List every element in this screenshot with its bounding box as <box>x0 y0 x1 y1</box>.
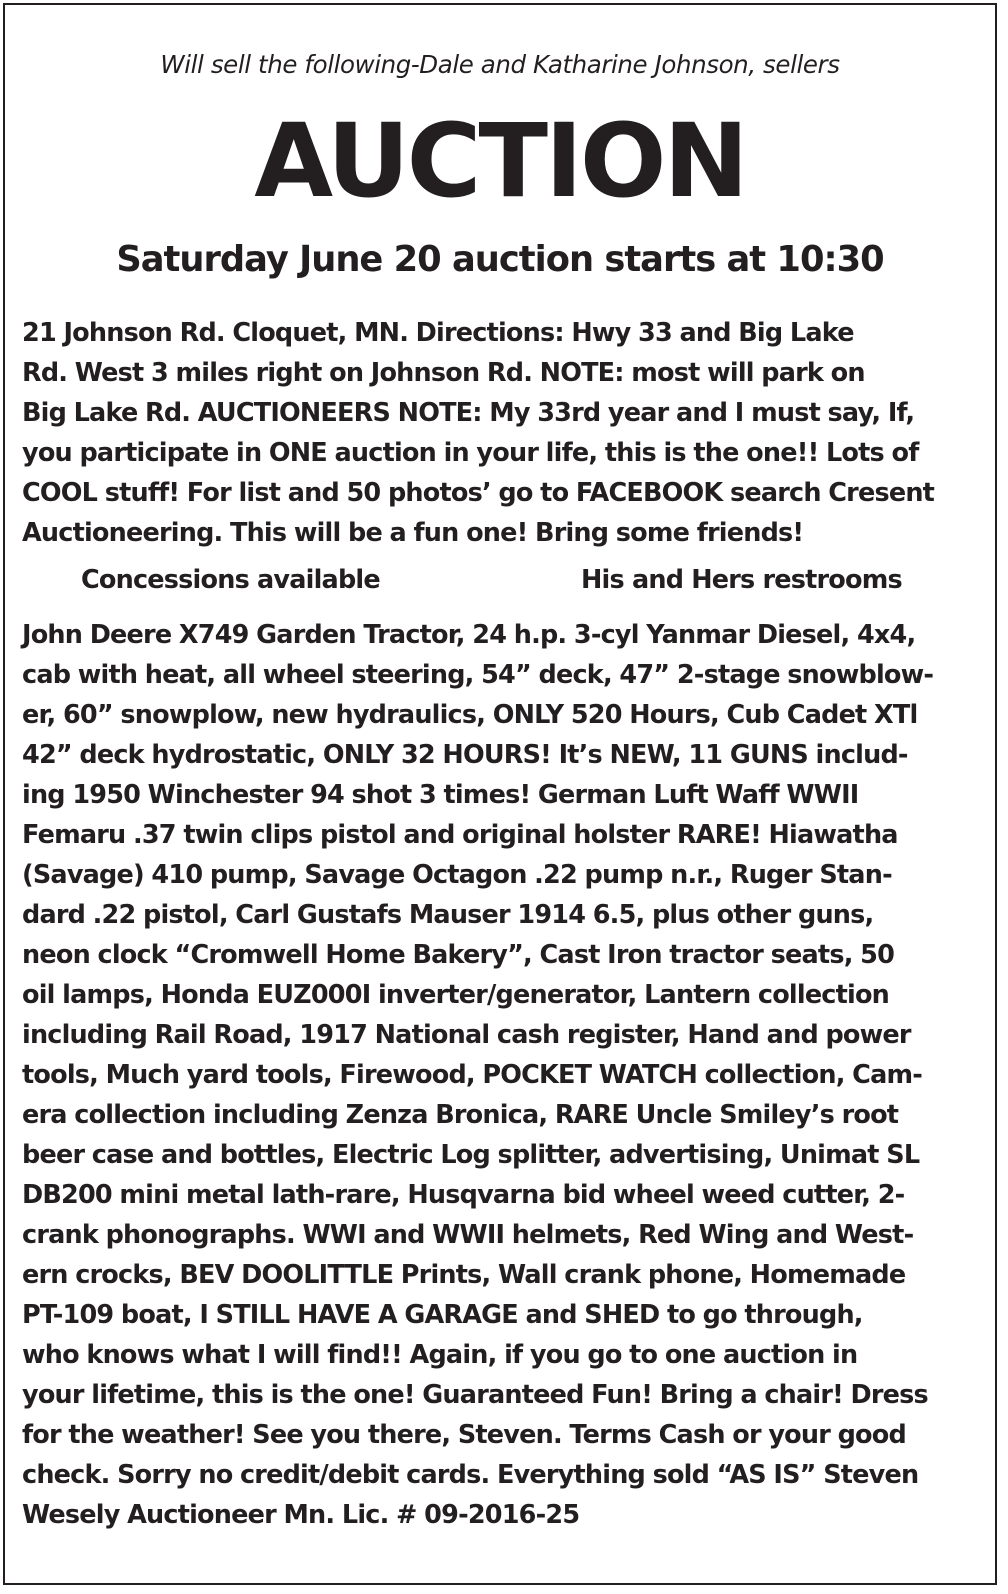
items-line: Femaru .37 twin clips pistol and original holster RARE! Hiawatha <box>22 820 898 850</box>
items-line: oil lamps, Honda EUZ000I inverter/generator, Lantern collection <box>22 980 890 1010</box>
items-line: John Deere X749 Garden Tractor, 24 h.p. 3-cyl Yanmar Diesel, 4x4, <box>22 620 916 650</box>
items-line: tools, Much yard tools, Firewood, POCKET WATCH collection, Cam- <box>22 1060 923 1090</box>
auction-ad <box>3 3 997 1585</box>
directions-line: COOL stuff! For list and 50 photos’ go to FACEBOOK search Cresent <box>22 478 935 508</box>
items-line: including Rail Road, 1917 National cash register, Hand and power <box>22 1020 911 1050</box>
amenities-row <box>5 560 995 600</box>
items-line: ing 1950 Winchester 94 shot 3 times! German Luft Waff WWII <box>22 780 859 810</box>
items-line: crank phonographs. WWI and WWII helmets, Red Wing and West- <box>22 1220 914 1250</box>
items-line: DB200 mini metal lath-rare, Husqvarna bid wheel weed cutter, 2- <box>22 1180 905 1210</box>
auction-date: Saturday June 20 auction starts at 10:30 <box>116 239 884 280</box>
items-line: cab with heat, all wheel steering, 54” deck, 47” 2-stage snowblow- <box>22 660 934 690</box>
directions-paragraph <box>22 313 987 553</box>
items-line: 42” deck hydrostatic, ONLY 32 HOURS! It’s NEW, 11 GUNS includ- <box>22 740 908 770</box>
items-line: PT-109 boat, I STILL HAVE A GARAGE and SHED to go through, <box>22 1300 863 1330</box>
items-line: neon clock “Cromwell Home Bakery”, Cast Iron tractor seats, 50 <box>22 940 895 970</box>
items-line: beer case and bottles, Electric Log splitter, advertising, Unimat SL <box>22 1140 920 1170</box>
concessions-note: Concessions available <box>81 565 380 595</box>
items-line: dard .22 pistol, Carl Gustafs Mauser 1914 6.5, plus other guns, <box>22 900 874 930</box>
directions-line: Big Lake Rd. AUCTIONEERS NOTE: My 33rd year and I must say, If, <box>22 398 915 428</box>
items-line: ern crocks, BEV DOOLITTLE Prints, Wall crank phone, Homemade <box>22 1260 906 1290</box>
ad-title: AUCTION <box>254 102 746 221</box>
directions-line: you participate in ONE auction in your life, this is the one!! Lots of <box>22 438 919 468</box>
items-line: Wesely Auctioneer Mn. Lic. # 09-2016-25 <box>22 1500 580 1530</box>
items-line: your lifetime, this is the one! Guaranteed Fun! Bring a chair! Dress <box>22 1380 928 1410</box>
items-paragraph <box>22 615 987 1535</box>
items-line: (Savage) 410 pump, Savage Octagon .22 pump n.r., Ruger Stan- <box>22 860 892 890</box>
items-line: who knows what I will find!! Again, if you go to one auction in <box>22 1340 858 1370</box>
directions-line: 21 Johnson Rd. Cloquet, MN. Directions: Hwy 33 and Big Lake <box>22 318 854 348</box>
sellers-intro: Will sell the following-Dale and Katharine Johnson, sellers <box>160 50 840 79</box>
directions-line: Auctioneering. This will be a fun one! Bring some friends! <box>22 518 804 548</box>
items-line: era collection including Zenza Bronica, RARE Uncle Smiley’s root <box>22 1100 899 1130</box>
items-line: check. Sorry no credit/debit cards. Everything sold “AS IS” Steven <box>22 1460 919 1490</box>
restrooms-note: His and Hers restrooms <box>581 565 902 595</box>
directions-line: Rd. West 3 miles right on Johnson Rd. NOTE: most will park on <box>22 358 865 388</box>
items-line: er, 60” snowplow, new hydraulics, ONLY 520 Hours, Cub Cadet XTl <box>22 700 918 730</box>
items-line: for the weather! See you there, Steven. Terms Cash or your good <box>22 1420 906 1450</box>
